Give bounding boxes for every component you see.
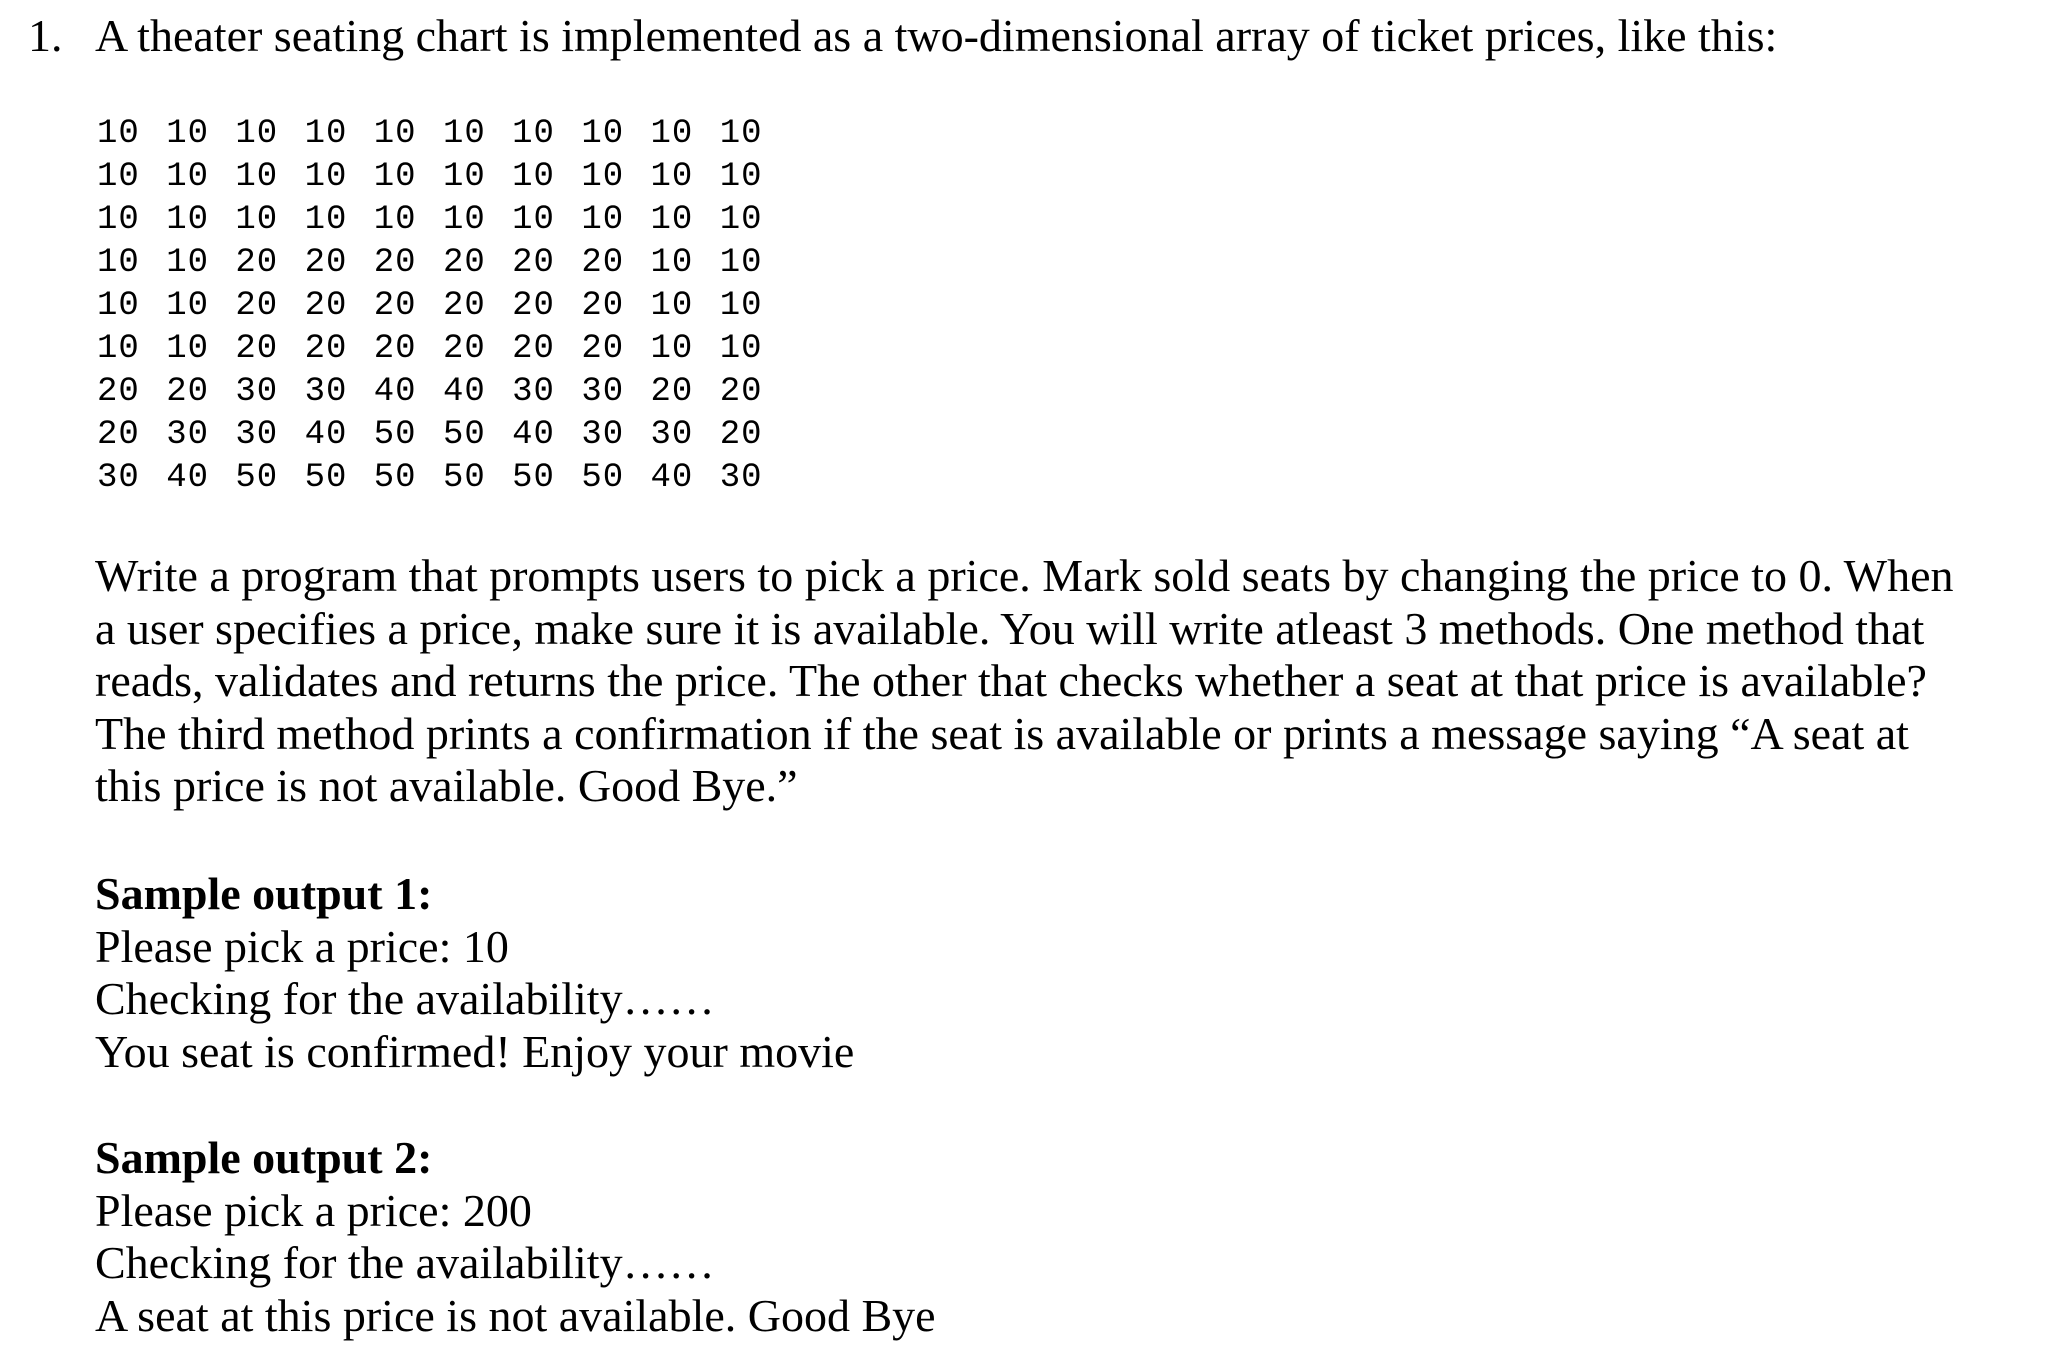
seat-price-cell: 20	[97, 372, 140, 411]
seat-price-cell: 10	[235, 157, 279, 196]
seat-price-cell: 10	[304, 200, 348, 239]
seat-price-cell: 20	[442, 243, 486, 282]
seat-price-cell: 50	[304, 458, 348, 497]
seat-price-cell: 10	[97, 200, 140, 239]
sample-output-line: A seat at this price is not available. Good Bye	[95, 1289, 936, 1341]
seat-price-cell: 10	[581, 200, 625, 239]
seat-price-cell: 20	[373, 329, 417, 368]
seat-price-cell: 10	[719, 329, 763, 368]
sample-output-1	[95, 868, 854, 1078]
seat-price-cell: 20	[650, 372, 694, 411]
sample-output-line: Checking for the availability……	[95, 1237, 715, 1288]
seat-price-cell: 10	[581, 157, 625, 196]
seating-price-grid	[97, 112, 789, 499]
seat-price-cell: 10	[235, 200, 279, 239]
seat-price-cell: 10	[304, 114, 348, 153]
seat-price-cell: 40	[512, 415, 555, 454]
seat-price-cell: 20	[512, 243, 555, 282]
seat-price-cell: 30	[581, 415, 625, 454]
seat-price-cell: 20	[719, 415, 763, 454]
seat-price-cell: 20	[581, 329, 625, 368]
seat-price-cell: 10	[166, 286, 209, 325]
seat-price-cell: 10	[719, 243, 763, 282]
seat-price-cell: 20	[512, 286, 555, 325]
seat-price-cell: 30	[581, 372, 625, 411]
seat-price-cell: 20	[442, 329, 486, 368]
sample-output-2	[95, 1132, 936, 1342]
seat-price-cell: 10	[373, 114, 417, 153]
seating-grid-row	[97, 327, 789, 370]
seat-price-cell: 10	[304, 157, 348, 196]
sample-output-line: You seat is confirmed! Enjoy your movie	[95, 1025, 855, 1077]
seat-price-cell: 10	[442, 157, 486, 196]
seat-price-cell: 20	[304, 286, 348, 325]
seat-price-cell: 10	[442, 114, 486, 153]
paragraph-line: a user specifies a price, make sure it is available. You will write atleast 3 methods. One method that	[95, 602, 1925, 654]
seating-grid-row	[97, 413, 789, 456]
seat-price-cell: 10	[166, 157, 209, 196]
seat-price-cell: 20	[97, 415, 140, 454]
seat-price-cell: 10	[97, 286, 140, 325]
seat-price-cell: 20	[235, 286, 279, 325]
paragraph-line: Write a program that prompts users to pick a price. Mark sold seats by changing the price to 0. When	[95, 550, 1954, 601]
seat-price-cell: 10	[373, 200, 417, 239]
seat-price-cell: 10	[166, 243, 209, 282]
seat-price-cell: 10	[97, 329, 140, 368]
seat-price-cell: 10	[97, 114, 140, 153]
seat-price-cell: 50	[373, 458, 417, 497]
seat-price-cell: 50	[442, 415, 486, 454]
seat-price-cell: 40	[650, 458, 694, 497]
seat-price-cell: 10	[719, 114, 763, 153]
seat-price-cell: 10	[650, 200, 694, 239]
seat-price-cell: 50	[235, 458, 279, 497]
seat-price-cell: 30	[235, 415, 279, 454]
seat-price-cell: 20	[442, 286, 486, 325]
seat-price-cell: 30	[304, 372, 348, 411]
seating-grid-row	[97, 198, 789, 241]
seat-price-cell: 10	[166, 114, 209, 153]
seat-price-cell: 30	[166, 415, 209, 454]
seat-price-cell: 50	[373, 415, 417, 454]
seat-price-cell: 50	[442, 458, 486, 497]
seating-grid-row	[97, 155, 789, 198]
seat-price-cell: 10	[512, 157, 555, 196]
seating-grid-row	[97, 241, 789, 284]
seat-price-cell: 10	[650, 157, 694, 196]
seat-price-cell: 30	[235, 372, 279, 411]
instructions-paragraph	[95, 550, 1995, 813]
sample-output-heading: Sample output 2:	[95, 1132, 433, 1183]
seat-price-cell: 50	[581, 458, 625, 497]
paragraph-line: reads, validates and returns the price. The other that checks whether a seat at that price is available?	[95, 655, 1927, 706]
seat-price-cell: 20	[581, 286, 625, 325]
seat-price-cell: 20	[304, 243, 348, 282]
seat-price-cell: 10	[373, 157, 417, 196]
seat-price-cell: 10	[719, 200, 763, 239]
seat-price-cell: 10	[512, 200, 555, 239]
seat-price-cell: 40	[166, 458, 209, 497]
seat-price-cell: 30	[97, 458, 140, 497]
seat-price-cell: 20	[373, 286, 417, 325]
seat-price-cell: 30	[650, 415, 694, 454]
sample-output-line: Please pick a price: 10	[95, 920, 509, 972]
seat-price-cell: 10	[166, 329, 209, 368]
seating-grid-row	[97, 456, 789, 499]
seat-price-cell: 10	[650, 286, 694, 325]
paragraph-line: The third method prints a confirmation if the seat is available or prints a message saying “A seat at	[95, 707, 1909, 759]
sample-output-line: Please pick a price: 200	[95, 1184, 532, 1236]
seat-price-cell: 40	[442, 372, 486, 411]
seat-price-cell: 10	[442, 200, 486, 239]
seat-price-cell: 10	[512, 114, 555, 153]
seat-price-cell: 30	[512, 372, 555, 411]
paragraph-line: this price is not available. Good Bye.”	[95, 760, 798, 811]
seat-price-cell: 10	[650, 114, 694, 153]
seat-price-cell: 10	[235, 114, 279, 153]
seat-price-cell: 10	[581, 114, 625, 153]
seat-price-cell: 10	[97, 243, 140, 282]
seat-price-cell: 20	[719, 372, 763, 411]
seat-price-cell: 40	[304, 415, 348, 454]
seat-price-cell: 40	[373, 372, 417, 411]
seat-price-cell: 30	[719, 458, 763, 497]
question-intro: A theater seating chart is implemented as a two-dimensional array of ticket prices, like this:	[95, 10, 1778, 61]
sample-output-heading: Sample output 1:	[95, 868, 433, 919]
seating-grid-row	[97, 370, 789, 413]
seating-grid-row	[97, 284, 789, 327]
seat-price-cell: 10	[719, 286, 763, 325]
seat-price-cell: 20	[304, 329, 348, 368]
seat-price-cell: 20	[235, 243, 279, 282]
seat-price-cell: 10	[650, 243, 694, 282]
seat-price-cell: 10	[97, 157, 140, 196]
seat-price-cell: 20	[581, 243, 625, 282]
sample-output-line: Checking for the availability……	[95, 973, 715, 1024]
seating-grid-row	[97, 112, 789, 155]
seat-price-cell: 10	[650, 329, 694, 368]
question-number: 1.	[28, 10, 63, 61]
seat-price-cell: 50	[512, 458, 555, 497]
seat-price-cell: 20	[166, 372, 209, 411]
seat-price-cell: 20	[373, 243, 417, 282]
seat-price-cell: 20	[512, 329, 555, 368]
seat-price-cell: 10	[166, 200, 209, 239]
seat-price-cell: 20	[235, 329, 279, 368]
seat-price-cell: 10	[719, 157, 763, 196]
